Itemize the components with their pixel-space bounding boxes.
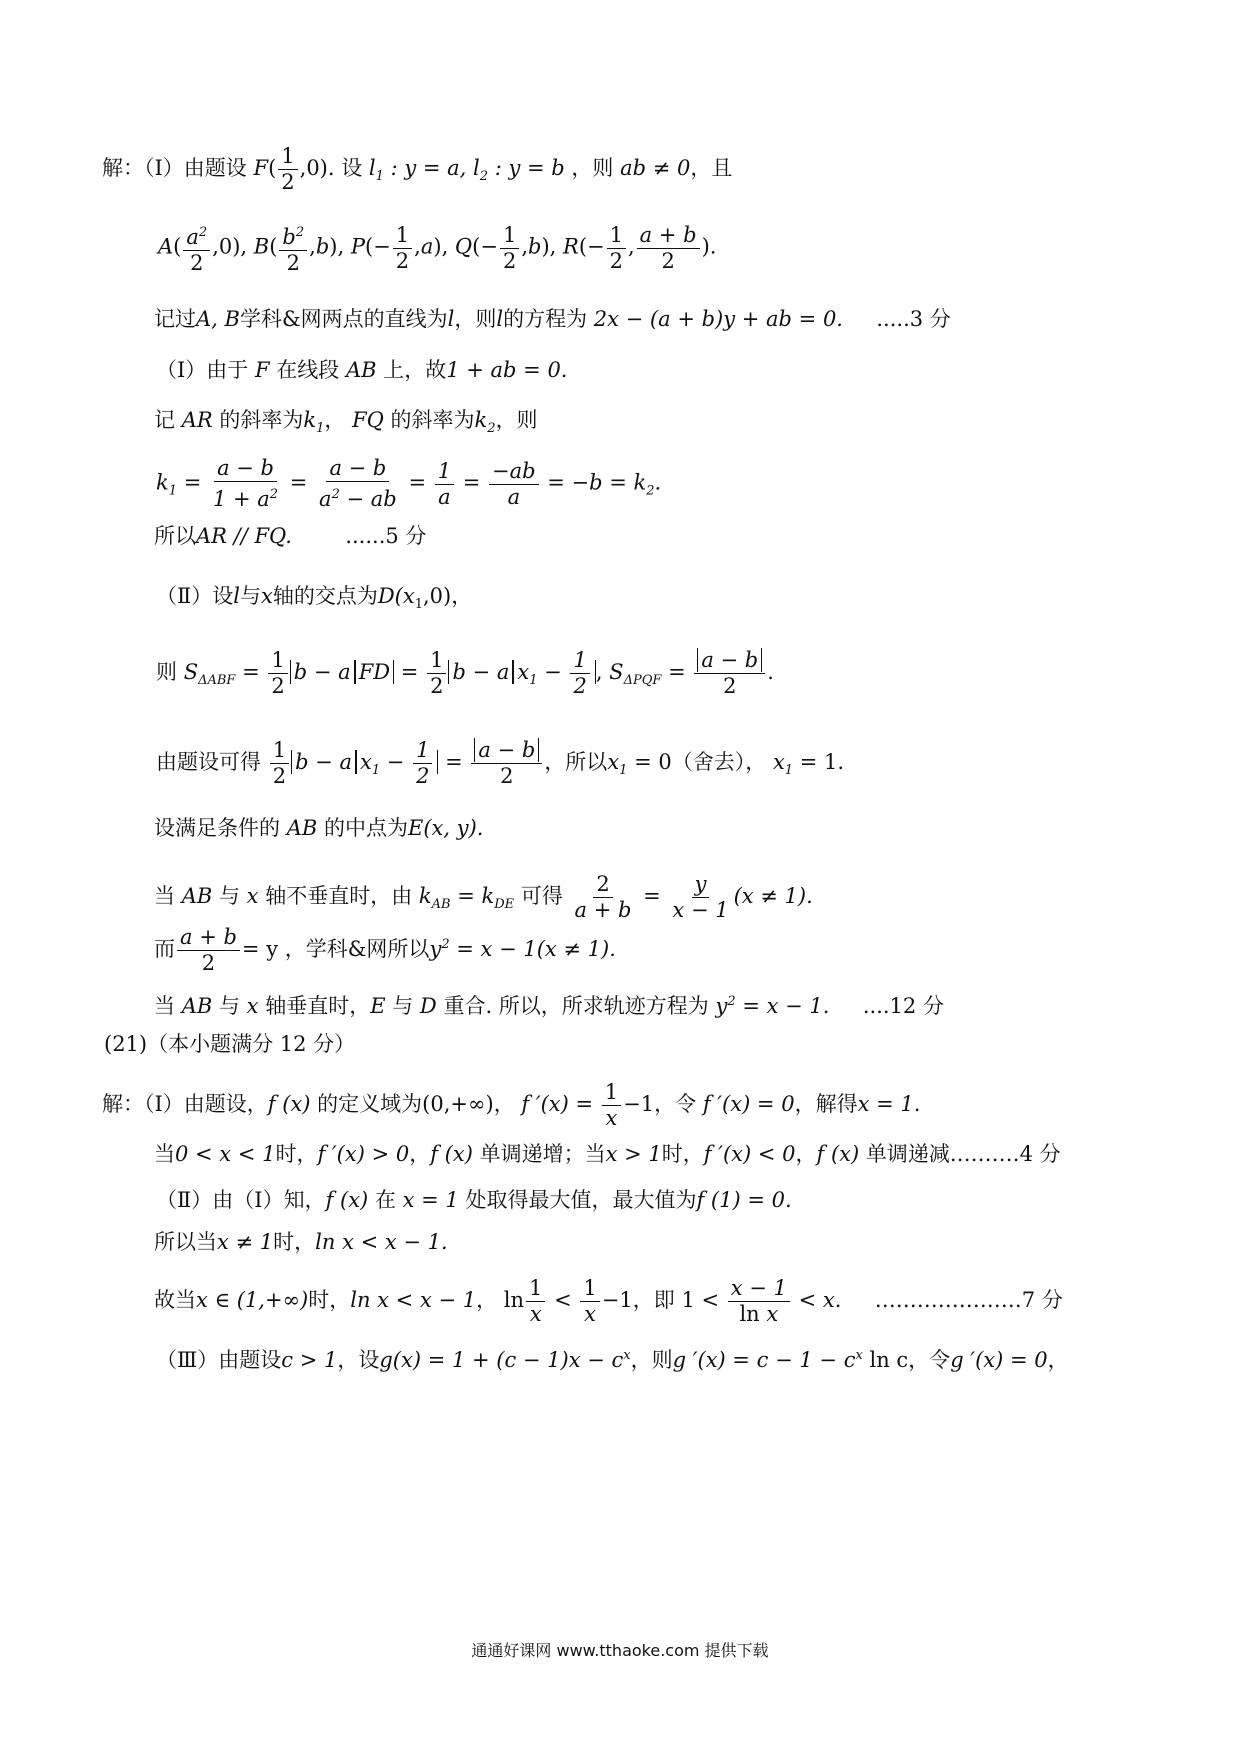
solution-line-10: 由题设可得 $\frac{1}{2}$ b − a $x_1$ − $\frac{1}{2}$ = $\frac{a - b}{2}$ ，所以$x_1 = 0$（舍去）， $x_1 = 1$. xyxy=(156,738,845,788)
math: F xyxy=(253,156,269,180)
solution-line-1: 解：（Ⅰ）由题设 F( $\frac{1}{2}$ ,0). 设 $l_1$ : y = a, $l_2$ : y = b ，则 ab ≠ 0，且 xyxy=(102,144,733,194)
solution-line-5: 记 AR 的斜率为$k_1$， FQ 的斜率为$k_2$，则 xyxy=(154,408,538,437)
solution-21-line-2: 当0 < x < 1时，f ′(x) > 0，f (x) 单调递增；当x > 1时，f ′(x) < 0，f (x) 单调递减.………4 分 xyxy=(154,1142,1061,1166)
text: ，且 xyxy=(690,156,733,180)
footer-text: 通通好课网 www.tthaoke.com 提供下载 xyxy=(471,1641,769,1660)
fraction: $\frac{1}{2}$ xyxy=(278,144,297,195)
math: ab ≠ 0 xyxy=(620,156,691,180)
solution-line-13: 而 $\frac{a + b}{2}$ = y ，学科&网所以$y^2 = x - 1(x \ne 1)$. xyxy=(154,925,616,975)
solution-line-4: （Ⅰ）由于 F 在线段 AB 上，故1 + ab = 0. xyxy=(156,358,568,382)
text: 解：（Ⅰ）由题设 xyxy=(102,156,247,180)
score: …………………7 分 xyxy=(874,1288,1063,1312)
solution-line-11: 设满足条件的 AB 的中点为E(x, y). xyxy=(154,816,484,840)
area-equation: 则 $S_{\Delta ABF}$ = $\frac{1}{2}$ b − a FD = $\frac{1}{2}$ b − a $x_1$ − $\frac{1}{2}$ , $S_{\Delta PQF}$ = $\frac{a - b}{2}$ . xyxy=(156,648,774,698)
solution-21-line-6: （Ⅲ）由题设c > 1，设$g(x) = 1 + (c - 1)x - c^x$，则g $'(x) = c - 1 - c^x$ ln c，令g ′(x) = 0， xyxy=(156,1348,1069,1372)
text: ，则 xyxy=(571,156,614,180)
solution-line-3: 记过A, B学科&网两点的直线为l，则l的方程为 2x − (a + b)y + ab = 0. .....3 分 xyxy=(154,307,951,331)
solution-line-8: （Ⅱ）设l与x轴的交点为$D(x_1,0)$， xyxy=(156,584,473,613)
score: ………4 分 xyxy=(956,1142,1061,1166)
solution-21-line-4: 所以当x ≠ 1时，ln x < x − 1. xyxy=(154,1230,448,1254)
solution-21-line-3: （Ⅱ）由（Ⅰ）知，f (x) 在 x = 1 处取得最大值，最大值为f (1) = 0. xyxy=(156,1188,792,1212)
question-21-heading: (21)（本小题满分 12 分） xyxy=(104,1032,356,1056)
score: ....12 分 xyxy=(862,994,944,1018)
solution-line-12: 当 AB 与 x 轴不垂直时，由 $k_{AB} = k_{DE}$ 可得 $\frac{2}{a + b}$ = $\frac{y}{x - 1}$ (x ≠ 1). xyxy=(154,872,813,922)
slope-equation: $k_1$ = $\frac{a - b}{1 + a^2}$ = $\frac{a - b}{a^2 - ab}$ = $\frac{1}{a}$ = $\frac{-ab}{a}$ = $-b = k_2$. xyxy=(156,456,662,511)
solution-21-line-1: 解：（Ⅰ）由题设，f (x) 的定义域为(0,+∞)， f ′(x) = $\frac{1}{x}$ −1，令 f ′(x) = 0，解得x = 1. xyxy=(102,1080,921,1130)
score: .....3 分 xyxy=(876,307,951,331)
solution-line-7: 所以AR // FQ. ......5 分 xyxy=(154,524,427,548)
solution-21-line-5: 故当x ∈ (1,+∞)时，ln x < x − 1， ln $\frac{1}{x}$ < $\frac{1}{x}$ −1，即 1 < $\frac{x - 1}{\text{ln x}}$ < x. …………………7 分 xyxy=(154,1276,1063,1326)
text: ,0). 设 xyxy=(299,156,363,180)
score: ......5 分 xyxy=(345,524,427,548)
points-line: A( $\frac{a^2}{2}$ ,0), B( $\frac{b^2}{2}$ ,b), P(− $\frac{1}{2}$ ,a), Q(− $\frac{1}{2}$ ,b), R(− $\frac{1}{2}$ , $\frac{a + b}{2}$ ). xyxy=(158,220,716,276)
math: $l_1$ : y = a, $l_2$ : y = b xyxy=(368,156,565,185)
solution-line-14: 当 AB 与 x 轴垂直时，E 与 D 重合. 所以，所求轨迹方程为 $y^2 = x - 1$. ....12 分 xyxy=(154,994,944,1018)
